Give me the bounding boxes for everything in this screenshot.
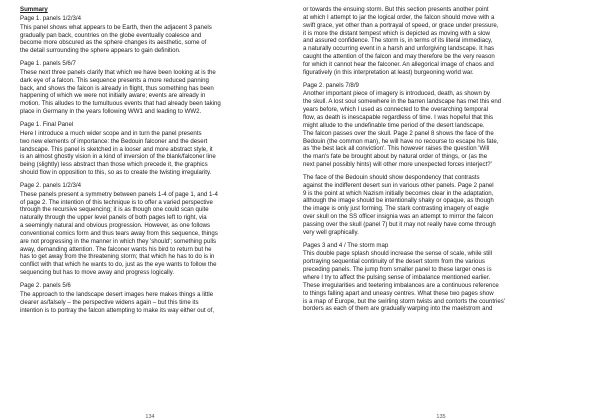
section-paragraph: or towards the ensuing storm. But this section presents another point at which I attempt to jar the logical order, the falcon should move with a swift grace, yet other than a portrayal of speed, or grace under pressure, it is more the distant tempest which is depicted as moving with a slow and assured confidence. The storm is, in terms of its literal immediacy, a naturally occurring event in a harsh and unforgiving landscape. It has caught the attention of the falcon and may therefore be the very reason for which it cannot hear the falconer. An allegorical image of chaos and figuratively (in this interpretation at least) burgeoning world war. xyxy=(303,6,499,76)
section-heading: Page 1. Final Panel xyxy=(20,120,74,128)
summary-title: Summary xyxy=(20,6,48,13)
section-heading: Pages 3 and 4 / The storm map xyxy=(303,241,389,249)
section-paragraph: Here I introduce a much wider scope and in turn the panel presents two new elements of importance: the Bedouin falconer and the desert landscape. This panel is sketched in a looser and more abstract style, it is an almost ghostly vision in a kind of inversion of the blank/falconer line being (slightly) less abstract than those which precede it, the graphics should flow in opposition to this, so as to create the twisting irregularity. xyxy=(20,129,216,177)
section-paragraph: The face of the Bedouin should show despondency that contrasts against the indifferent desert sun in various other panels. Page 2 panel 9 is the point at which Nazism initially becomes clear in the adaptation, although the image should be intentionally shaky or opaque, as though the image is only just forming. The stark contrasting imagery of eagle over skull on the SS officer insignia was an attempt to mirror the falcon passing over the skull (panel 7) but it may not really have come through very well graphically. xyxy=(303,173,496,236)
left-page-column xyxy=(20,6,283,319)
page-number: 135 xyxy=(436,414,446,420)
section-paragraph: These next three panels clarify that which we have been looking at is the dark eye of a falcon. This sequence presents a more reduced panning back, and shows the falcon is already in flight, thus something has been happening of which we were not initially aware; events are already in motion. This alludes to the tumultuous events that had already been taking place in Germany in the years following WW1 and leading to WW2. xyxy=(20,68,221,116)
section-paragraph: The approach to the landscape desert images here makes things a little clearer as/falsely – the perspective widens again – but this time its intention is to portray the falcon attempting to make its way either out of, xyxy=(20,290,215,314)
right-page xyxy=(300,0,585,420)
section-paragraph: These panels present a symmetry between panels 1-4 of page 1, and 1-4 of page 2. The intention of this technique is to offer a varied perspective through the recursive sequencing; it is as though one could scan quite naturally through the upper level panels of both pages left to right, via a seemingly natural and obvious progression. However, as one follows conventional comics form and thus tears away from this sequence, things are not progressing in the manner in which they 'should'; something pulls away, demanding attention. The falconer wants his bird to return but he has to get away from the threatening storm; that which he has to do is in conflict with that which he wants to do, just as the eye wants to follow the sequencing but has to move away and progress logically. xyxy=(20,190,218,277)
section-paragraph: This panel shows what appears to be Earth, then the adjacent 3 panels gradually pan back, countries on the globe eventually coalesce and become more obscured as the sphere changes its aesthetic, some of the detail surrounding the sphere appears to gain definition. xyxy=(20,23,212,55)
section-heading: Page 2. panels 1/2/3/4 xyxy=(20,181,81,189)
section-heading: Page 1. panels 1/2/3/4 xyxy=(20,14,81,22)
section-heading: Page 1. panels 5/6/7 xyxy=(20,60,76,68)
left-page xyxy=(0,0,285,420)
section-heading: Page 2. panels 5/6 xyxy=(20,282,71,289)
section-heading: Page 2. panels 7/8/9 xyxy=(303,81,359,89)
section-paragraph: Another important piece of imagery is introduced, death, as shown by the skull. A lost soul somewhere in the barren landscape has met this end years before, which I used as connected to the overarching temporal flow, as death is inescapable regardless of time. I was hopeful that this might allude to the undefinable time period of the desert landscape. The falcon passes over the skull. Page 2 panel 8 shows the face of the Bedouin (the common man), he will have no recourse to escape his fate, as 'the best lack all conviction'. This however raises the question 'Will the man's fate be brought about by natural order of things, or (as the next panel possibly hints) will other more unexpected forces interject?' xyxy=(303,90,502,169)
section-paragraph: This double page splash should increase the sense of scale, while still portraying sequential continuity of the desert storm from the various preceding panels. The jump from smaller panel to these larger ones is where I try to affect the pulsing sense of imbalance mentioned earlier. These irregularities and teetering imbalances are a continuous reference to things falling apart and uneasy centres. What these two pages show is a map of Europe, but the swirling storm twists and contorts the countries' borders as each of them are gradually warping into the maelstrom and xyxy=(303,250,506,313)
right-page-column xyxy=(303,6,566,318)
page-number: 134 xyxy=(145,414,155,420)
